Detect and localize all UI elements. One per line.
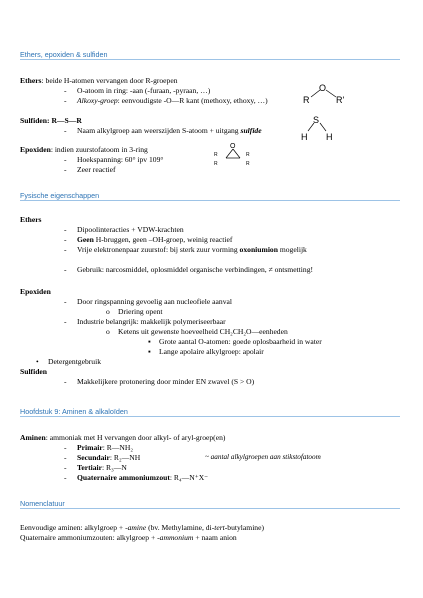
bullet-dash: - [64,473,67,482]
alkoxy-text: : eenvoudigste -O—R kant (methoxy, ethoxy, …) [117,96,268,105]
bullet-square: ▪ [148,337,151,346]
bullet-dash: - [64,155,67,164]
amine-primair [77,443,133,452]
bullet-dash: - [64,86,67,95]
subheading-epoxiden: Epoxiden [20,287,51,296]
nomen-1-end: -butylamine) [224,523,265,532]
tert-prefix: tert [214,523,225,532]
bullet-dash: - [64,377,67,386]
amine-quaternair [77,473,208,482]
amine-tertiair [77,463,127,472]
epoxiden-def-text: : indien zuurstofatoom in 3-ring [50,145,148,154]
amine-suffix: -amine [125,523,147,532]
epoxiden-definition [20,145,148,154]
secundair-label: Secundair [77,453,110,462]
section-title: Ethers, epoxiden & sulfiden [20,50,108,59]
ether-r-label: R [303,95,310,105]
bullet-dash: - [64,463,67,472]
epoxide-structure-figure [208,141,258,169]
section-rule [20,59,400,60]
bullet-circle: o [106,327,110,336]
bullet-dash: - [64,443,67,452]
amine-secundair [77,453,140,462]
epoxiden-prop-3: Detergentgebruik [48,357,101,366]
bullet-dash: - [64,165,67,174]
r-label: R [214,161,218,167]
ethers-prop-2-text: H-bruggen, geen –OH-groep, weinig reactief [93,235,233,244]
quaternair-formula: : R₄—N⁺X⁻ [169,473,209,482]
ether-o-label: O [319,83,327,93]
bullet-dot: • [36,357,39,366]
bullet-dash: - [64,225,67,234]
bond-line [320,123,326,131]
section-rule [20,508,400,509]
epoxiden-prop-1: Door ringspanning gevoelig aan nucleofiele aanval [77,297,232,306]
hydrogen-label: H [301,132,308,142]
sulfiden-prop-1: Makkelijkere protonering door minder EN zwavel (S > O) [77,377,255,386]
epoxiden-prop-2a1: Grote aantal O-atomen: goede oplosbaarheid in water [159,337,322,346]
alkoxy-term: Alkoxy-groep [77,96,118,105]
bullet-dash: - [64,297,67,306]
nomen-1-example: (bv. Methylamine, di- [146,523,215,532]
epoxiden-line-reactive: Zeer reactief [77,165,116,174]
section-rule [20,200,400,201]
nomen-2-end: + naam anion [193,533,237,542]
ethers-line-ring: O-atoom in ring: -aan (-furaan, -pyraan, …) [77,86,211,95]
emphasis-geen: Geen [77,235,94,244]
section-heading-ethers [20,50,400,59]
bond-line [233,149,240,158]
secundair-note: ~ aantal alkylgroepen aan stikstofatoom [205,453,321,461]
bullet-dash: - [64,317,67,326]
r-label: R [246,152,250,158]
ethers-definition [20,76,178,85]
tertiair-formula: : R₃—N [102,463,127,472]
secundair-formula: : R₂—NH [109,453,141,462]
oxygen-label: O [230,143,236,150]
ethers-line-alkoxy [77,96,268,105]
tertiair-label: Tertiair [77,463,103,472]
bond-line [326,90,336,97]
bullet-circle: o [106,307,110,316]
section-title: Nomenclatuur [20,499,65,508]
sulfide-suffix: sulfide [240,126,262,135]
ethers-prop-1: Dipoolinteracties + VDW-krachten [77,225,184,234]
aminen-def-text: : ammoniak met H vervangen door alkyl- of aryl-groep(en) [45,433,226,442]
quaternair-label: Quaternaire ammoniumzout [77,473,170,482]
subheading-sulfiden: Sulfiden [20,367,48,376]
nomenclatuur-line-1 [20,523,264,532]
section-title: Fysische eigenschappen [20,191,100,200]
ammonium-suffix: -ammonium [157,533,194,542]
bullet-dash: - [64,235,67,244]
epoxiden-prop-2a2: Lange apolaire alkylgroep: apolair [159,347,264,356]
epoxiden-prop-2: Industrie belangrijk: makkelijk polymeriseerbaar [77,317,226,326]
epoxiden-prop-1a: Driering opent [118,307,163,316]
section-heading-fysisch [20,191,400,200]
sulfiden-line-naming [77,126,262,135]
oxoniumion-term: oxoniumion [239,245,278,254]
ethers-prop-3-end: mogelijk [277,245,307,254]
r-label: R [214,152,218,158]
r-label: R [246,161,250,167]
ethers-prop-3 [77,245,307,254]
primair-formula: : R—NH₂ [102,443,134,452]
bullet-dash: - [64,245,67,254]
bullet-dash: - [64,96,67,105]
ether-r2-label: R' [336,95,345,105]
section-rule [20,416,400,417]
sulfiden-formula: : R—S—R [47,116,82,125]
bullet-dash: - [64,126,67,135]
bullet-dash: - [64,265,67,274]
subheading-ethers: Ethers [20,215,42,224]
sulfiden-definition [20,116,82,125]
primair-label: Primair [77,443,103,452]
sulfiden-naming-text: Naam alkylgroep aan weerszijden S-atoom + uitgang [77,126,241,135]
ether-structure-figure [300,82,360,108]
nomenclatuur-line-2 [20,533,237,542]
sulfur-label: S [313,115,320,125]
epoxiden-line-strain: Hoekspanning: 60° ipv 109° [77,155,164,164]
aminen-definition [20,433,225,442]
section-heading-aminen [20,407,400,416]
section-title: Hoofdstuk 9: Aminen & alkaloïden [20,407,128,416]
ethers-label: Ethers [20,76,42,85]
epoxiden-label: Epoxiden [20,145,51,154]
epoxiden-prop-2a: Ketens uit gewenste hoeveelheid CH₂CH₂O—eenheden [118,327,288,336]
nomen-2-text: Quaternaire ammoniumzouten: alkylgroep + [20,533,158,542]
aminen-label: Aminen [20,433,46,442]
ethers-prop-usage: Gebruik: narcosmiddel, oplosmiddel organische verbindingen, ≠ ontsmetting! [77,265,314,274]
nomen-1-text: Eenvoudige aminen: alkylgroep + [20,523,126,532]
section-heading-nomenclatuur [20,499,400,508]
ethers-prop-2 [77,235,232,244]
bond-line [226,149,233,158]
h2s-structure-figure [298,112,338,144]
bullet-square: ▪ [148,347,151,356]
ethers-def-text: : beide H-atomen vervangen door R-groepen [41,76,178,85]
sulfiden-label: Sulfiden [20,116,48,125]
ethers-prop-3-text: Vrije elektronenpaar zuurstof: bij sterk zuur vorming [77,245,240,254]
hydrogen-label: H [326,132,333,142]
bullet-dash: - [64,453,67,462]
